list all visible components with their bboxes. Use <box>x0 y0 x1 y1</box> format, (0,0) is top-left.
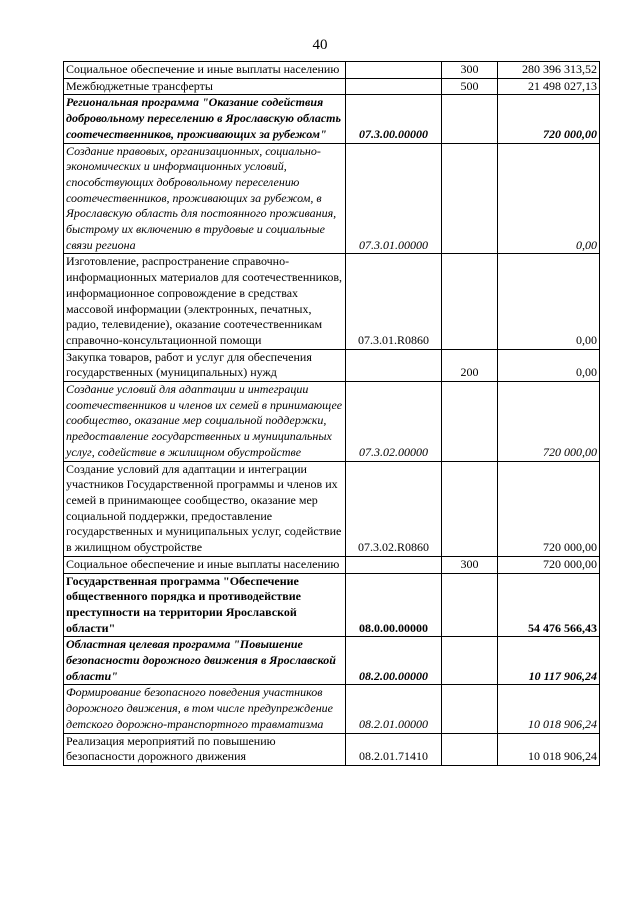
budget-table <box>63 61 600 766</box>
row-code-cell <box>346 78 442 95</box>
table-row <box>64 349 600 381</box>
table-row <box>64 78 600 95</box>
table-row <box>64 382 600 462</box>
row-code-cell: 08.2.00.00000 <box>346 637 442 685</box>
row-name-cell: Социальное обеспечение и иные выплаты населению <box>64 62 346 79</box>
row-name-cell: Создание правовых, организационных, социально-экономических и информационных условий, способствующих добровольному переселению соотечественников, проживающих за рубежом, в Ярославскую область для постоянного проживания, быстрому их включению в трудовые и социальные связи региона <box>64 143 346 254</box>
row-code-cell: 07.3.00.00000 <box>346 95 442 143</box>
table-row <box>64 556 600 573</box>
row-sum-cell: 10 117 906,24 <box>498 637 600 685</box>
row-name-cell: Реализация мероприятий по повышению безопасности дорожного движения <box>64 733 346 765</box>
row-expense-type-cell <box>442 685 498 733</box>
table-row <box>64 685 600 733</box>
table-row <box>64 143 600 254</box>
row-code-cell <box>346 556 442 573</box>
row-sum-cell: 0,00 <box>498 349 600 381</box>
page-number: 40 <box>312 37 328 53</box>
row-name-cell: Государственная программа "Обеспечение общественного порядка и противодействие преступности на территории Ярославской области" <box>64 573 346 637</box>
row-code-cell: 07.3.02.R0860 <box>346 461 442 556</box>
row-expense-type-cell: 500 <box>442 78 498 95</box>
row-expense-type-cell <box>442 254 498 349</box>
row-expense-type-cell <box>442 95 498 143</box>
row-expense-type-cell: 200 <box>442 349 498 381</box>
row-code-cell: 07.3.01.R0860 <box>346 254 442 349</box>
row-sum-cell: 720 000,00 <box>498 95 600 143</box>
row-sum-cell: 54 476 566,43 <box>498 573 600 637</box>
row-name-cell: Межбюджетные трансферты <box>64 78 346 95</box>
row-expense-type-cell <box>442 143 498 254</box>
row-name-cell: Социальное обеспечение и иные выплаты населению <box>64 556 346 573</box>
row-expense-type-cell: 300 <box>442 62 498 79</box>
row-name-cell: Создание условий для адаптации и интеграции участников Государственной программы и членов их семей в принимающее сообщество, оказание мер социальной поддержки, предоставление государственных и муниципальных услуг, содействие в жилищном обустройстве <box>64 461 346 556</box>
row-code-cell <box>346 62 442 79</box>
row-sum-cell: 21 498 027,13 <box>498 78 600 95</box>
row-name-cell: Закупка товаров, работ и услуг для обеспечения государственных (муниципальных) нужд <box>64 349 346 381</box>
row-name-cell: Областная целевая программа "Повышение безопасности дорожного движения в Ярославской области" <box>64 637 346 685</box>
row-expense-type-cell <box>442 382 498 462</box>
row-code-cell: 07.3.01.00000 <box>346 143 442 254</box>
row-sum-cell: 720 000,00 <box>498 556 600 573</box>
row-code-cell: 08.0.00.00000 <box>346 573 442 637</box>
table-row <box>64 461 600 556</box>
row-sum-cell: 720 000,00 <box>498 382 600 462</box>
table-row <box>64 573 600 637</box>
row-sum-cell: 10 018 906,24 <box>498 685 600 733</box>
row-name-cell: Создание условий для адаптации и интеграции соотечественников и членов их семей в принимающее сообщество, оказание мер социальной поддержки, предоставление государственных и муниципальных услуг, содействие в жилищном обустройстве <box>64 382 346 462</box>
row-expense-type-cell <box>442 461 498 556</box>
table-row <box>64 637 600 685</box>
row-expense-type-cell: 300 <box>442 556 498 573</box>
row-name-cell: Формирование безопасного поведения участников дорожного движения, в том числе предупреждение детского дорожно-транспортного травматизма <box>64 685 346 733</box>
row-expense-type-cell <box>442 637 498 685</box>
row-code-cell: 08.2.01.71410 <box>346 733 442 765</box>
table-row <box>64 254 600 349</box>
row-sum-cell: 0,00 <box>498 143 600 254</box>
table-row <box>64 733 600 765</box>
row-code-cell: 07.3.02.00000 <box>346 382 442 462</box>
row-name-cell: Изготовление, распространение справочно-информационных материалов для соотечественников, информационное сопровождение в средствах массовой информации (электронных, печатных, радио, телевидение), оказание соотечественникам справочно-консультационной помощи <box>64 254 346 349</box>
row-name-cell: Региональная программа "Оказание содействия добровольному переселению в Ярославскую область соотечественников, проживающих за рубежом" <box>64 95 346 143</box>
row-sum-cell: 280 396 313,52 <box>498 62 600 79</box>
row-sum-cell: 0,00 <box>498 254 600 349</box>
row-sum-cell: 10 018 906,24 <box>498 733 600 765</box>
row-expense-type-cell <box>442 733 498 765</box>
row-code-cell <box>346 349 442 381</box>
row-code-cell: 08.2.01.00000 <box>346 685 442 733</box>
table-row <box>64 62 600 79</box>
budget-table-body <box>64 62 600 766</box>
table-row <box>64 95 600 143</box>
row-expense-type-cell <box>442 573 498 637</box>
row-sum-cell: 720 000,00 <box>498 461 600 556</box>
